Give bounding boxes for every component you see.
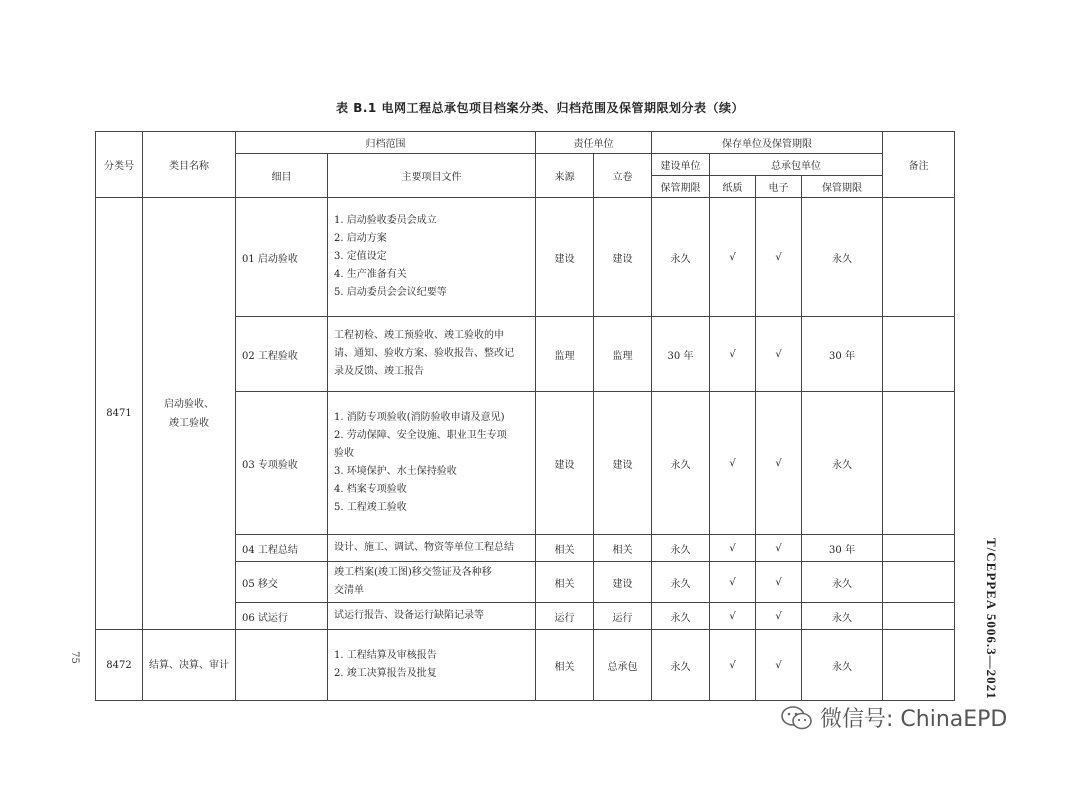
header-source: 来源 [536, 154, 594, 198]
builder-period-cell: 30 年 [652, 317, 710, 392]
filing-cell: 总承包 [594, 630, 652, 701]
source-cell: 监理 [536, 317, 594, 392]
contractor-period-cell: 永久 [802, 603, 883, 630]
doc-line: 5. 工程竣工验收 [334, 502, 407, 513]
builder-period-cell: 永久 [652, 198, 710, 317]
doc-line: 设计、施工、调试、物资等单位工程总结 [334, 542, 514, 553]
item-cell: 01 启动验收 [236, 198, 328, 317]
filing-cell: 建设 [594, 562, 652, 603]
paper-check: √ [710, 630, 756, 701]
docs-cell [328, 535, 536, 562]
doc-line: 4. 生产准备有关 [334, 269, 407, 280]
doc-line: 请、通知、验收方案、验收报告、整改记 [334, 348, 514, 359]
header-electronic: 电子 [756, 176, 802, 198]
item-cell [236, 630, 328, 701]
docs-cell [328, 317, 536, 392]
electronic-check: √ [756, 630, 802, 701]
filing-cell: 建设 [594, 198, 652, 317]
contractor-period-cell: 30 年 [802, 535, 883, 562]
paper-check: √ [710, 535, 756, 562]
source-cell: 建设 [536, 392, 594, 535]
category-code: 8471 [96, 198, 143, 630]
doc-line: 竣工档案(竣工图)移交签证及各种移 [334, 567, 492, 578]
header-keeper-period: 保存单位及保管期限 [652, 132, 883, 154]
electronic-check: √ [756, 535, 802, 562]
remarks-cell [883, 392, 955, 535]
category-name-line: 结算、决算、审计 [149, 659, 229, 671]
item-cell: 06 试运行 [236, 603, 328, 630]
electronic-check: √ [756, 198, 802, 317]
category-name [143, 630, 236, 701]
table-row [96, 198, 955, 317]
remarks-cell [883, 603, 955, 630]
item-cell: 05 移交 [236, 562, 328, 603]
header-item: 细目 [236, 154, 328, 198]
doc-line: 3. 定值设定 [334, 251, 387, 262]
electronic-check: √ [756, 603, 802, 630]
docs-cell [328, 562, 536, 603]
header-paper: 纸质 [710, 176, 756, 198]
remarks-cell [883, 317, 955, 392]
table-title: 表 B.1 电网工程总承包项目档案分类、归档范围及保管期限划分表（续） [336, 101, 744, 115]
contractor-period-cell: 永久 [802, 198, 883, 317]
header-filing: 立卷 [594, 154, 652, 198]
electronic-check: √ [756, 317, 802, 392]
category-code: 8472 [96, 630, 143, 701]
watermark [780, 702, 1007, 733]
watermark-text: 微信号: ChinaEPD [820, 707, 1008, 732]
doc-line: 验收 [334, 448, 354, 459]
builder-period-cell: 永久 [652, 392, 710, 535]
table-row [96, 630, 955, 701]
paper-check: √ [710, 603, 756, 630]
contractor-period-cell: 30 年 [802, 317, 883, 392]
contractor-period-cell: 永久 [802, 562, 883, 603]
standard-code-label: T/CEPPEA 5006.3—2021 [984, 538, 999, 700]
builder-period-cell: 永久 [652, 562, 710, 603]
builder-period-cell: 永久 [652, 630, 710, 701]
source-cell: 运行 [536, 603, 594, 630]
doc-line: 2. 劳动保障、安全设施、职业卫生专项 [334, 430, 507, 441]
filing-cell: 建设 [594, 392, 652, 535]
paper-check: √ [710, 198, 756, 317]
category-name [143, 198, 236, 630]
remarks-cell [883, 562, 955, 603]
archive-table [95, 131, 955, 701]
source-cell: 相关 [536, 630, 594, 701]
header-remarks: 备注 [883, 132, 955, 198]
docs-cell [328, 603, 536, 630]
header-responsibility: 责任单位 [536, 132, 652, 154]
paper-check: √ [710, 392, 756, 535]
remarks-cell [883, 535, 955, 562]
doc-line: 工程初检、竣工预验收、竣工验收的申 [334, 330, 504, 341]
doc-line: 2. 竣工决算报告及批复 [334, 668, 437, 679]
header-category-name: 类目名称 [143, 132, 236, 198]
paper-check: √ [710, 562, 756, 603]
category-name-line: 启动验收、 [164, 398, 214, 410]
filing-cell: 相关 [594, 535, 652, 562]
doc-line: 试运行报告、设备运行缺陷记录等 [334, 610, 484, 621]
builder-period-cell: 永久 [652, 535, 710, 562]
wechat-icon [780, 705, 814, 731]
doc-line: 1. 启动验收委员会成立 [334, 215, 437, 226]
header-builder-period: 保管期限 [652, 176, 710, 198]
page-number: 75 [68, 651, 80, 664]
remarks-cell [883, 630, 955, 701]
paper-check: √ [710, 317, 756, 392]
header-contractor: 总承包单位 [710, 154, 883, 176]
header-main-docs: 主要项目文件 [328, 154, 536, 198]
filing-cell: 监理 [594, 317, 652, 392]
doc-line: 交清单 [334, 585, 364, 596]
source-cell: 相关 [536, 562, 594, 603]
header-archive-scope: 归档范围 [236, 132, 536, 154]
category-name-line: 竣工验收 [169, 417, 209, 429]
header-category-no: 分类号 [96, 132, 143, 198]
contractor-period-cell: 永久 [802, 630, 883, 701]
filing-cell: 运行 [594, 603, 652, 630]
doc-line: 2. 启动方案 [334, 233, 387, 244]
electronic-check: √ [756, 562, 802, 603]
docs-cell [328, 630, 536, 701]
doc-line: 1. 工程结算及审核报告 [334, 650, 437, 661]
doc-line: 录及反馈、竣工报告 [334, 366, 424, 377]
builder-period-cell: 永久 [652, 603, 710, 630]
docs-cell [328, 198, 536, 317]
item-cell: 03 专项验收 [236, 392, 328, 535]
header-builder: 建设单位 [652, 154, 710, 176]
source-cell: 建设 [536, 198, 594, 317]
source-cell: 相关 [536, 535, 594, 562]
doc-line: 4. 档案专项验收 [334, 484, 407, 495]
contractor-period-cell: 永久 [802, 392, 883, 535]
header-contractor-period: 保管期限 [802, 176, 883, 198]
remarks-cell [883, 198, 955, 317]
doc-line: 3. 环境保护、水土保持验收 [334, 466, 457, 477]
item-cell: 04 工程总结 [236, 535, 328, 562]
electronic-check: √ [756, 392, 802, 535]
doc-line: 1. 消防专项验收(消防验收申请及意见) [334, 412, 505, 423]
doc-line: 5. 启动委员会会议纪要等 [334, 287, 447, 298]
docs-cell [328, 392, 536, 535]
item-cell: 02 工程验收 [236, 317, 328, 392]
